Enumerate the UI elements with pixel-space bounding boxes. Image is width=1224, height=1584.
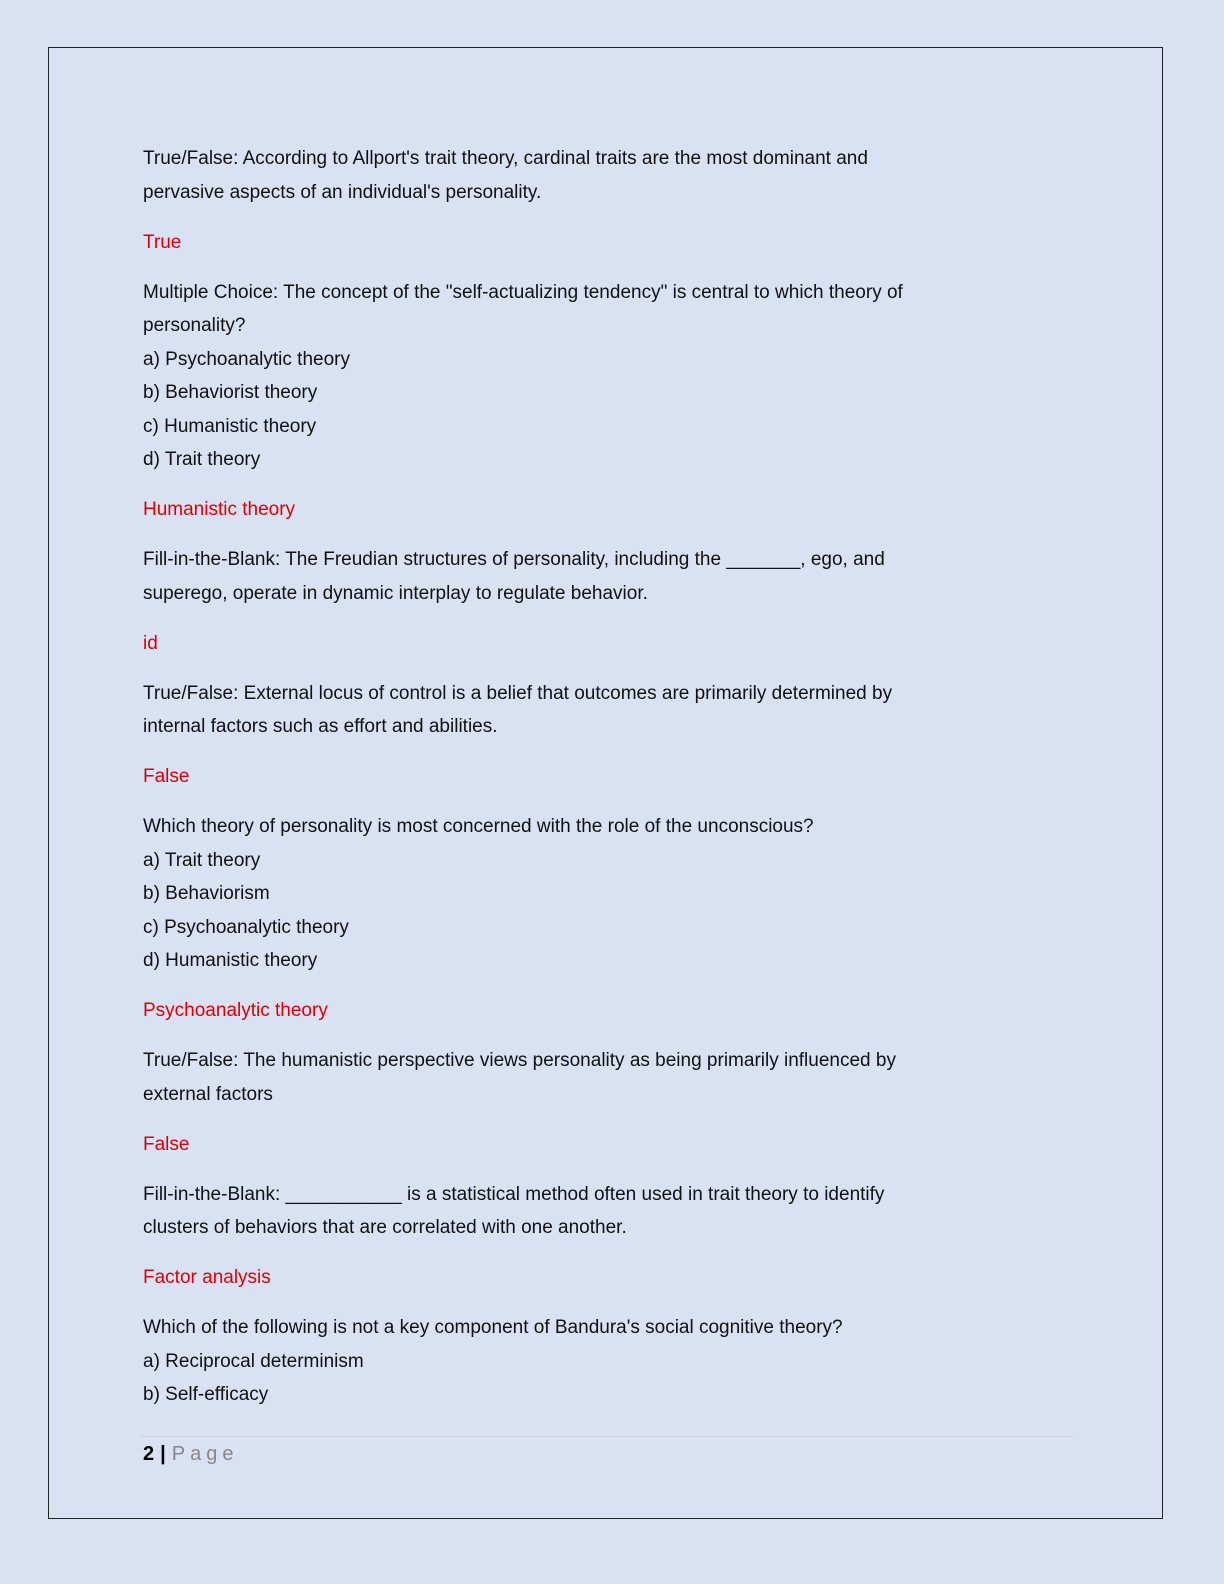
question-text: Fill-in-the-Blank: ___________ is a statistical method often used in trait theory to identify bbox=[143, 1183, 885, 1205]
question bbox=[143, 276, 1063, 477]
question-line: a) Trait theory bbox=[143, 849, 261, 871]
answer-text: id bbox=[143, 632, 158, 654]
footer-separator: | bbox=[160, 1443, 166, 1465]
question-text: Which theory of personality is most concerned with the role of the unconscious? bbox=[143, 816, 814, 837]
question-line: c) Psychoanalytic theory bbox=[143, 916, 349, 938]
question-line: c) Humanistic theory bbox=[143, 415, 317, 437]
question-line: external factors bbox=[143, 1083, 273, 1105]
question-line: a) Reciprocal determinism bbox=[143, 1350, 364, 1372]
question-text: True/False: The humanistic perspective views personality as being primarily influenced by bbox=[143, 1050, 896, 1071]
question-line: b) Behaviorist theory bbox=[143, 382, 318, 403]
question-line: superego, operate in dynamic interplay to regulate behavior. bbox=[143, 582, 648, 604]
question-text: True/False: External locus of control is a belief that outcomes are primarily determined by bbox=[143, 682, 893, 704]
answer-text: False bbox=[143, 1133, 190, 1155]
answer-text: True bbox=[143, 231, 182, 253]
question-text: True/False: According to Allport's trait theory, cardinal traits are the most dominant and bbox=[143, 148, 868, 169]
answer-text: False bbox=[143, 766, 190, 787]
question-line: internal factors such as effort and abilities. bbox=[143, 716, 498, 737]
question bbox=[143, 1311, 1063, 1412]
question bbox=[143, 142, 1063, 209]
question bbox=[143, 810, 1063, 978]
answer-text: Humanistic theory bbox=[143, 499, 296, 520]
document-body bbox=[143, 142, 1063, 1428]
question bbox=[143, 543, 1063, 610]
footer-divider bbox=[141, 1436, 1073, 1437]
question-line: b) Self-efficacy bbox=[143, 1384, 269, 1405]
question bbox=[143, 677, 1063, 744]
question-text: Fill-in-the-Blank: The Freudian structures of personality, including the _______, ego, and bbox=[143, 549, 885, 570]
question-line: clusters of behaviors that are correlated with one another. bbox=[143, 1217, 627, 1238]
page-footer bbox=[143, 1441, 238, 1467]
page-label: Page bbox=[171, 1443, 239, 1465]
answer-text: Psychoanalytic theory bbox=[143, 1000, 328, 1021]
question bbox=[143, 1178, 1063, 1245]
question bbox=[143, 1044, 1063, 1111]
answer-text: Factor analysis bbox=[143, 1267, 271, 1288]
question-line: personality? bbox=[143, 315, 246, 336]
question-line: d) Trait theory bbox=[143, 449, 261, 470]
question-line: pervasive aspects of an individual's personality. bbox=[143, 181, 542, 203]
question-text: Which of the following is not a key component of Bandura's social cognitive theory? bbox=[143, 1317, 843, 1338]
question-line: b) Behaviorism bbox=[143, 883, 270, 904]
question-line: d) Humanistic theory bbox=[143, 950, 318, 971]
question-line: a) Psychoanalytic theory bbox=[143, 348, 350, 370]
question-text: Multiple Choice: The concept of the "self-actualizing tendency" is central to which theory of bbox=[143, 281, 903, 303]
page-number: 2 bbox=[143, 1443, 155, 1465]
